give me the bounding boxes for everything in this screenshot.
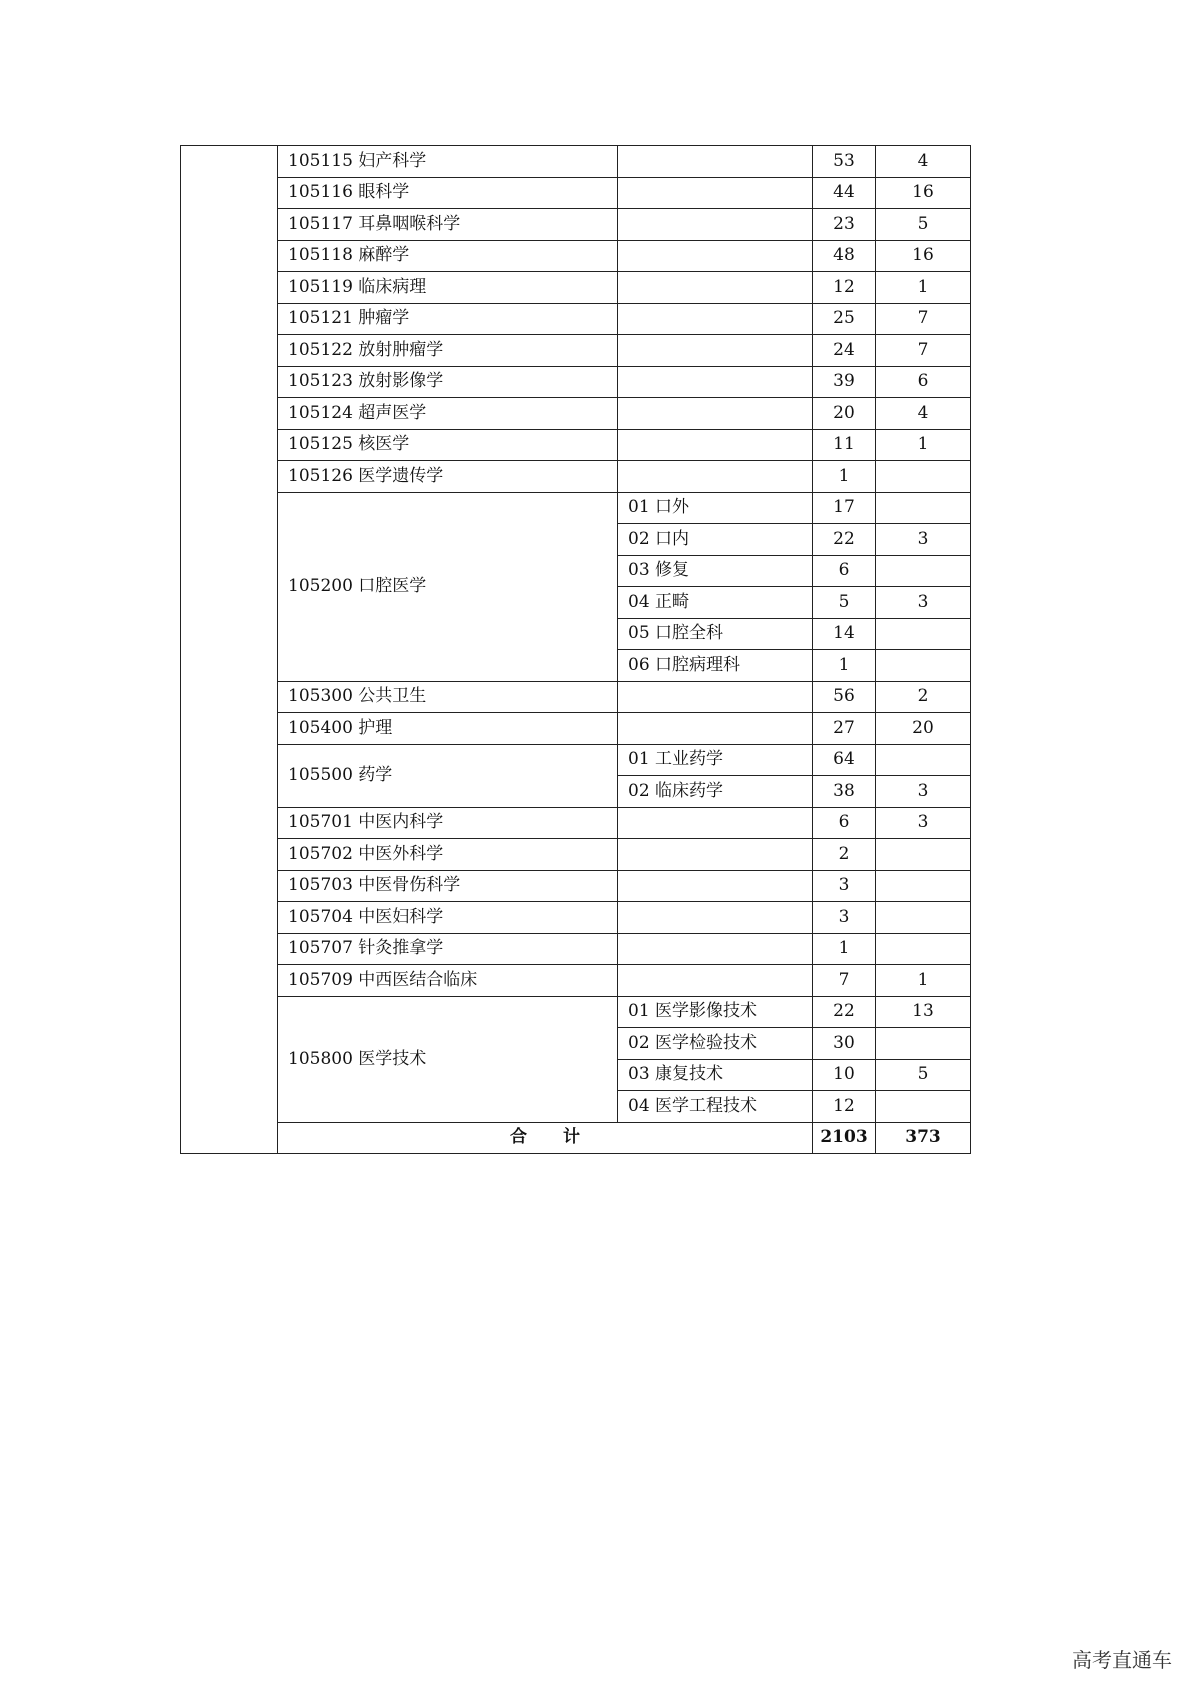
count-cell: 7 bbox=[813, 965, 876, 997]
direction-cell bbox=[618, 177, 813, 209]
major-cell: 105707 针灸推拿学 bbox=[278, 933, 618, 965]
major-cell: 105122 放射肿瘤学 bbox=[278, 335, 618, 367]
table-row bbox=[181, 965, 971, 997]
total-count-cell: 2103 bbox=[813, 1122, 876, 1154]
count-cell: 5 bbox=[876, 209, 971, 241]
direction-cell bbox=[618, 366, 813, 398]
count-cell: 16 bbox=[876, 240, 971, 272]
direction-cell bbox=[618, 146, 813, 178]
direction-cell bbox=[618, 681, 813, 713]
table-row bbox=[181, 902, 971, 934]
count-cell: 48 bbox=[813, 240, 876, 272]
count-cell: 2 bbox=[876, 681, 971, 713]
table-row bbox=[181, 209, 971, 241]
direction-cell: 03 修复 bbox=[618, 555, 813, 587]
table-row bbox=[181, 398, 971, 430]
table-row bbox=[181, 870, 971, 902]
count-cell bbox=[876, 870, 971, 902]
table-row bbox=[181, 807, 971, 839]
count-cell bbox=[876, 492, 971, 524]
direction-cell bbox=[618, 240, 813, 272]
major-cell: 105126 医学遗传学 bbox=[278, 461, 618, 493]
count-cell: 24 bbox=[813, 335, 876, 367]
direction-cell: 01 工业药学 bbox=[618, 744, 813, 776]
direction-cell bbox=[618, 209, 813, 241]
count-cell: 30 bbox=[813, 1028, 876, 1060]
count-cell bbox=[876, 1091, 971, 1123]
table-body bbox=[181, 146, 971, 1154]
count-cell bbox=[876, 933, 971, 965]
direction-cell: 01 医学影像技术 bbox=[618, 996, 813, 1028]
direction-cell: 01 口外 bbox=[618, 492, 813, 524]
major-cell: 105118 麻醉学 bbox=[278, 240, 618, 272]
count-cell: 6 bbox=[813, 807, 876, 839]
direction-cell bbox=[618, 429, 813, 461]
count-cell: 4 bbox=[876, 146, 971, 178]
total-row bbox=[181, 1122, 971, 1154]
major-cell: 105119 临床病理 bbox=[278, 272, 618, 304]
count-cell: 22 bbox=[813, 996, 876, 1028]
count-cell: 14 bbox=[813, 618, 876, 650]
direction-cell bbox=[618, 335, 813, 367]
table-row bbox=[181, 933, 971, 965]
direction-cell: 04 正畸 bbox=[618, 587, 813, 619]
table-row bbox=[181, 240, 971, 272]
count-cell bbox=[876, 618, 971, 650]
direction-cell bbox=[618, 461, 813, 493]
direction-cell bbox=[618, 870, 813, 902]
count-cell: 22 bbox=[813, 524, 876, 556]
table-row bbox=[181, 681, 971, 713]
direction-cell bbox=[618, 713, 813, 745]
count-cell: 23 bbox=[813, 209, 876, 241]
major-cell: 105701 中医内科学 bbox=[278, 807, 618, 839]
total-label-cell bbox=[278, 1122, 813, 1154]
count-cell: 11 bbox=[813, 429, 876, 461]
count-cell: 1 bbox=[876, 272, 971, 304]
count-cell: 3 bbox=[876, 807, 971, 839]
count-cell: 20 bbox=[813, 398, 876, 430]
table-row bbox=[181, 744, 971, 776]
category-cell bbox=[181, 146, 278, 1154]
direction-cell: 04 医学工程技术 bbox=[618, 1091, 813, 1123]
major-cell: 105125 核医学 bbox=[278, 429, 618, 461]
count-cell: 12 bbox=[813, 272, 876, 304]
count-cell: 10 bbox=[813, 1059, 876, 1091]
major-cell: 105703 中医骨伤科学 bbox=[278, 870, 618, 902]
watermark-text: 高考直通车 bbox=[1072, 1648, 1172, 1672]
major-cell: 105800 医学技术 bbox=[278, 996, 618, 1122]
major-cell: 105709 中西医结合临床 bbox=[278, 965, 618, 997]
total-count-cell: 373 bbox=[876, 1122, 971, 1154]
direction-cell bbox=[618, 303, 813, 335]
major-cell: 105300 公共卫生 bbox=[278, 681, 618, 713]
count-cell: 2 bbox=[813, 839, 876, 871]
total-label: 合计 bbox=[510, 1127, 616, 1148]
count-cell: 3 bbox=[876, 776, 971, 808]
count-cell bbox=[876, 839, 971, 871]
direction-cell bbox=[618, 807, 813, 839]
major-cell: 105117 耳鼻咽喉科学 bbox=[278, 209, 618, 241]
count-cell: 56 bbox=[813, 681, 876, 713]
direction-cell: 02 医学检验技术 bbox=[618, 1028, 813, 1060]
major-cell: 105123 放射影像学 bbox=[278, 366, 618, 398]
major-cell: 105500 药学 bbox=[278, 744, 618, 807]
count-cell: 3 bbox=[813, 902, 876, 934]
table-row bbox=[181, 303, 971, 335]
count-cell: 6 bbox=[813, 555, 876, 587]
count-cell bbox=[876, 555, 971, 587]
count-cell: 3 bbox=[876, 587, 971, 619]
count-cell: 12 bbox=[813, 1091, 876, 1123]
count-cell: 6 bbox=[876, 366, 971, 398]
count-cell: 20 bbox=[876, 713, 971, 745]
count-cell: 7 bbox=[876, 335, 971, 367]
count-cell: 16 bbox=[876, 177, 971, 209]
table-row bbox=[181, 366, 971, 398]
table-row bbox=[181, 839, 971, 871]
count-cell: 53 bbox=[813, 146, 876, 178]
direction-cell: 03 康复技术 bbox=[618, 1059, 813, 1091]
major-cell: 105116 眼科学 bbox=[278, 177, 618, 209]
count-cell: 1 bbox=[813, 461, 876, 493]
direction-cell: 02 临床药学 bbox=[618, 776, 813, 808]
count-cell: 3 bbox=[813, 870, 876, 902]
count-cell: 39 bbox=[813, 366, 876, 398]
major-cell: 105200 口腔医学 bbox=[278, 492, 618, 681]
count-cell: 44 bbox=[813, 177, 876, 209]
count-cell bbox=[876, 744, 971, 776]
count-cell: 4 bbox=[876, 398, 971, 430]
direction-cell bbox=[618, 933, 813, 965]
direction-cell bbox=[618, 398, 813, 430]
table-row bbox=[181, 996, 971, 1028]
direction-cell bbox=[618, 965, 813, 997]
count-cell bbox=[876, 650, 971, 682]
table-row bbox=[181, 335, 971, 367]
major-cell: 105121 肿瘤学 bbox=[278, 303, 618, 335]
enrollment-table bbox=[180, 145, 971, 1154]
table-row bbox=[181, 713, 971, 745]
count-cell: 27 bbox=[813, 713, 876, 745]
count-cell: 1 bbox=[813, 933, 876, 965]
direction-cell bbox=[618, 272, 813, 304]
major-cell: 105702 中医外科学 bbox=[278, 839, 618, 871]
count-cell: 13 bbox=[876, 996, 971, 1028]
direction-cell: 06 口腔病理科 bbox=[618, 650, 813, 682]
count-cell: 1 bbox=[876, 429, 971, 461]
direction-cell bbox=[618, 902, 813, 934]
table-row bbox=[181, 177, 971, 209]
major-cell: 105400 护理 bbox=[278, 713, 618, 745]
count-cell: 17 bbox=[813, 492, 876, 524]
table-row bbox=[181, 492, 971, 524]
major-cell: 105124 超声医学 bbox=[278, 398, 618, 430]
table-row bbox=[181, 146, 971, 178]
count-cell: 64 bbox=[813, 744, 876, 776]
table-row bbox=[181, 429, 971, 461]
table-row bbox=[181, 461, 971, 493]
count-cell: 5 bbox=[813, 587, 876, 619]
count-cell: 5 bbox=[876, 1059, 971, 1091]
major-cell: 105704 中医妇科学 bbox=[278, 902, 618, 934]
count-cell bbox=[876, 1028, 971, 1060]
count-cell: 3 bbox=[876, 524, 971, 556]
count-cell bbox=[876, 461, 971, 493]
count-cell bbox=[876, 902, 971, 934]
table-row bbox=[181, 272, 971, 304]
count-cell: 7 bbox=[876, 303, 971, 335]
direction-cell: 02 口内 bbox=[618, 524, 813, 556]
count-cell: 1 bbox=[876, 965, 971, 997]
direction-cell bbox=[618, 839, 813, 871]
count-cell: 38 bbox=[813, 776, 876, 808]
count-cell: 1 bbox=[813, 650, 876, 682]
count-cell: 25 bbox=[813, 303, 876, 335]
direction-cell: 05 口腔全科 bbox=[618, 618, 813, 650]
major-cell: 105115 妇产科学 bbox=[278, 146, 618, 178]
